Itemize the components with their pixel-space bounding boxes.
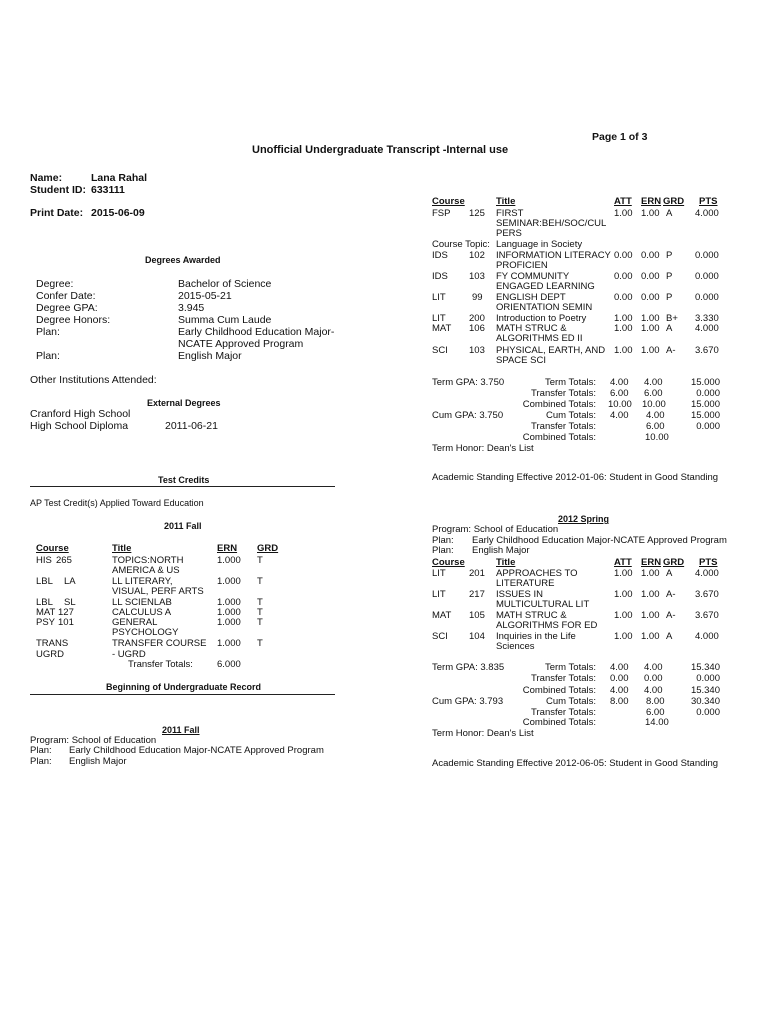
course-grd: T: [257, 555, 263, 566]
course-att: 1.00: [614, 610, 633, 621]
course-title-cont: SPACE SCI: [496, 355, 546, 366]
student-name: Lana Rahal: [91, 172, 148, 184]
totals-label: Combined Totals:: [522, 399, 596, 410]
totals-ern: 4.00: [644, 662, 663, 673]
course-title-cont: MULTICULTURAL LIT: [496, 599, 590, 610]
diploma-date: 2011-06-21: [165, 420, 218, 432]
col-header-grd: GRD: [257, 543, 279, 554]
course-att: 1.00: [614, 208, 633, 219]
course-att: 1.00: [614, 631, 633, 642]
col-header-title: Title: [112, 543, 132, 554]
term-heading: 2012 Spring: [558, 514, 610, 524]
col-header-att: ATT: [614, 196, 632, 207]
page-number: Page 1 of 3: [592, 131, 648, 143]
totals-att: 4.00: [610, 662, 629, 673]
totals-att: 0.00: [610, 673, 629, 684]
course-ern: 0.00: [641, 292, 660, 303]
term-gpa: Term GPA: 3.750: [432, 377, 505, 388]
course-att: 0.00: [614, 292, 633, 303]
course-number: 265: [56, 555, 72, 566]
totals-ern: 4.00: [644, 685, 663, 696]
course-title: ENGLISH DEPT: [496, 292, 566, 303]
course-title: FY COMMUNITY: [496, 271, 570, 282]
diploma-name: High School Diploma: [30, 420, 129, 432]
totals-pts: 15.000: [690, 377, 720, 388]
degree-honors-value: Summa Cum Laude: [178, 314, 272, 326]
course-number: SL: [64, 597, 76, 608]
totals-pts: 15.000: [690, 399, 720, 410]
plan-label: Plan:: [36, 326, 60, 338]
course-grd: P: [666, 271, 673, 282]
term-honor: Term Honor: Dean's List: [432, 728, 534, 739]
course-grd: A: [666, 568, 673, 579]
course-pts: 3.670: [695, 610, 719, 621]
course-pts: 4.000: [695, 208, 719, 219]
cum-gpa: Cum GPA: 3.750: [432, 410, 504, 421]
course-grd: T: [257, 576, 263, 587]
course-title-cont: Sciences: [496, 641, 535, 652]
course-number: 200: [469, 313, 485, 324]
course-subject: LBL: [36, 597, 53, 608]
plan-value: English Major: [472, 545, 530, 556]
degrees-heading: Degrees Awarded: [145, 255, 221, 265]
course-title: MATH STRUC &: [496, 323, 567, 334]
academic-standing: Academic Standing Effective 2012-01-06: Student in Good Standing: [432, 472, 719, 483]
course-ern: 1.000: [217, 597, 241, 608]
course-number: 99: [472, 292, 483, 303]
academic-standing: Academic Standing Effective 2012-06-05: Student in Good Standing: [432, 758, 719, 769]
program-line: Program: School of Education: [432, 524, 559, 535]
course-ern: 1.000: [217, 555, 241, 566]
course-title: TRANSFER COURSE: [112, 638, 207, 649]
course-number: 217: [469, 589, 485, 600]
course-number: 104: [469, 631, 485, 642]
degree-gpa-value: 3.945: [178, 302, 205, 314]
divider: [30, 694, 335, 695]
totals-label: Cum Totals:: [546, 696, 596, 707]
col-header-course: Course: [432, 196, 465, 207]
course-subject: TRANS: [36, 638, 69, 649]
col-header-grd: GRD: [663, 196, 685, 207]
document-title: Unofficial Undergraduate Transcript -Internal use: [252, 144, 509, 156]
col-header-ern: ERN: [217, 543, 238, 554]
course-title: APPROACHES TO: [496, 568, 578, 579]
course-grd: A: [666, 631, 673, 642]
course-number: 103: [469, 271, 485, 282]
course-subject: PSY: [36, 617, 56, 628]
course-ern: 1.00: [641, 208, 660, 219]
transfer-totals-value: 6.000: [217, 659, 241, 670]
course-title: Introduction to Poetry: [496, 313, 587, 324]
course-topic-label: Course Topic:: [432, 239, 490, 250]
course-grd: P: [666, 250, 673, 261]
totals-label: Transfer Totals:: [531, 421, 596, 432]
col-header-title: Title: [496, 196, 516, 207]
course-title-cont: - UGRD: [112, 649, 146, 660]
col-header-ern: ERN: [641, 196, 662, 207]
totals-label: Combined Totals:: [522, 717, 596, 728]
course-title: INFORMATION LITERACY: [496, 250, 611, 261]
course-grd: A-: [666, 589, 676, 600]
course-grd: T: [257, 607, 263, 618]
course-title-cont: PSYCHOLOGY: [112, 627, 179, 638]
print-date-label: Print Date:: [30, 207, 84, 219]
totals-pts: 15.340: [690, 662, 720, 673]
course-subject: IDS: [432, 271, 448, 282]
totals-pts: 0.000: [696, 707, 720, 718]
totals-ern: 6.00: [646, 421, 665, 432]
course-number: 102: [469, 250, 485, 261]
totals-pts: 30.340: [690, 696, 720, 707]
totals-att: 4.00: [610, 410, 629, 421]
course-title: LL SCIENLAB: [112, 597, 172, 608]
course-grd: A: [666, 208, 673, 219]
plan-label: Plan:: [30, 756, 52, 767]
course-ern: 1.00: [641, 631, 660, 642]
course-ern: 1.00: [641, 323, 660, 334]
plan-label: Plan:: [36, 350, 60, 362]
term-heading: 2011 Fall: [162, 725, 200, 735]
course-topic: Language in Society: [496, 239, 583, 250]
totals-ern: 10.00: [645, 432, 669, 443]
course-title-cont: ALGORITHMS ED II: [496, 333, 583, 344]
plan-label: Plan:: [432, 535, 454, 546]
course-att: 0.00: [614, 250, 633, 261]
totals-label: Cum Totals:: [546, 410, 596, 421]
course-ern: 1.00: [641, 610, 660, 621]
course-number: 127: [58, 607, 74, 618]
degree-honors-label: Degree Honors:: [36, 314, 111, 326]
course-number: 101: [58, 617, 74, 628]
term-honor: Term Honor: Dean's List: [432, 443, 534, 454]
course-subject: LBL: [36, 576, 53, 587]
course-ern: 1.00: [641, 313, 660, 324]
ug-record-heading: Beginning of Undergraduate Record: [106, 682, 262, 692]
course-grd: T: [257, 597, 263, 608]
course-title-cont: ORIENTATION SEMIN: [496, 302, 593, 313]
totals-label: Combined Totals:: [522, 685, 596, 696]
course-subject: FSP: [432, 208, 451, 219]
course-grd: P: [666, 292, 673, 303]
course-subject: SCI: [432, 345, 448, 356]
course-title: ISSUES IN: [496, 589, 543, 600]
plan-value: Early Childhood Education Major-: [178, 326, 335, 338]
totals-pts: 0.000: [696, 673, 720, 684]
course-title: LL LITERARY,: [112, 576, 173, 587]
course-grd: A-: [666, 610, 676, 621]
course-ern: 1.00: [641, 345, 660, 356]
course-title: TOPICS:NORTH: [112, 555, 184, 566]
course-subject: LIT: [432, 313, 446, 324]
course-subject: MAT: [432, 323, 452, 334]
totals-label: Transfer Totals:: [531, 388, 596, 399]
course-ern: 1.00: [641, 568, 660, 579]
degree-label: Degree:: [36, 278, 74, 290]
course-ern: 1.00: [641, 589, 660, 600]
course-pts: 4.000: [695, 568, 719, 579]
course-subject-cont: UGRD: [36, 649, 64, 660]
totals-ern: 6.00: [644, 388, 663, 399]
course-pts: 0.000: [695, 292, 719, 303]
course-ern: 1.000: [217, 617, 241, 628]
totals-label: Transfer Totals:: [531, 707, 596, 718]
totals-att: 4.00: [610, 685, 629, 696]
plan-value: Early Childhood Education Major-NCATE Approved Program: [69, 745, 324, 756]
totals-label: Combined Totals:: [522, 432, 596, 443]
totals-ern: 8.00: [646, 696, 665, 707]
course-ern: 1.000: [217, 638, 241, 649]
plan-value: Early Childhood Education Major-NCATE Approved Program: [472, 535, 727, 546]
totals-pts: 0.000: [696, 421, 720, 432]
course-number: 105: [469, 610, 485, 621]
course-ern: 0.00: [641, 250, 660, 261]
course-pts: 4.000: [695, 631, 719, 642]
totals-ern: 10.00: [642, 399, 666, 410]
course-pts: 3.330: [695, 313, 719, 324]
student-id-label: Student ID:: [30, 184, 86, 196]
course-pts: 4.000: [695, 323, 719, 334]
plan-label: Plan:: [432, 545, 454, 556]
course-ern: 1.000: [217, 576, 241, 587]
course-title-cont: AMERICA & US: [112, 565, 180, 576]
totals-label: Term Totals:: [544, 377, 596, 388]
term-gpa: Term GPA: 3.835: [432, 662, 505, 673]
course-number: 201: [469, 568, 485, 579]
course-att: 0.00: [614, 271, 633, 282]
course-grd: A: [666, 323, 673, 334]
totals-pts: 15.340: [690, 685, 720, 696]
totals-label: Transfer Totals:: [531, 673, 596, 684]
program-line: Program: School of Education: [30, 735, 157, 746]
name-label: Name:: [30, 172, 63, 184]
course-grd: T: [257, 638, 263, 649]
course-title-cont: ENGAGED LEARNING: [496, 281, 595, 292]
course-grd: T: [257, 617, 263, 628]
plan-label: Plan:: [30, 745, 52, 756]
course-subject: SCI: [432, 631, 448, 642]
test-credits-heading: Test Credits: [158, 475, 210, 485]
course-subject: MAT: [36, 607, 56, 618]
plan-value: English Major: [178, 350, 242, 362]
col-header-att: ATT: [614, 557, 632, 568]
course-number: 106: [469, 323, 485, 334]
totals-ern: 4.00: [646, 410, 665, 421]
course-grd: B+: [666, 313, 678, 324]
course-number: 125: [469, 208, 485, 219]
course-att: 1.00: [614, 313, 633, 324]
totals-pts: 0.000: [696, 388, 720, 399]
course-subject: LIT: [432, 589, 446, 600]
plan-value-cont: NCATE Approved Program: [178, 338, 304, 350]
totals-att: 6.00: [610, 388, 629, 399]
col-header-grd: GRD: [663, 557, 685, 568]
course-title: CALCULUS A: [112, 607, 172, 618]
course-subject: LIT: [432, 568, 446, 579]
external-degrees-heading: External Degrees: [147, 398, 221, 408]
confer-date-label: Confer Date:: [36, 290, 96, 302]
col-header-ern: ERN: [641, 557, 662, 568]
degree-value: Bachelor of Science: [178, 278, 272, 290]
course-title: FIRST: [496, 208, 524, 219]
course-att: 1.00: [614, 568, 633, 579]
cum-gpa: Cum GPA: 3.793: [432, 696, 504, 707]
totals-att: 10.00: [608, 399, 632, 410]
course-pts: 0.000: [695, 271, 719, 282]
course-pts: 3.670: [695, 589, 719, 600]
term-heading: 2011 Fall: [164, 521, 202, 531]
course-grd: A-: [666, 345, 676, 356]
col-header-pts: PTS: [699, 557, 718, 568]
course-subject: MAT: [432, 610, 452, 621]
course-number: LA: [64, 576, 76, 587]
course-title: GENERAL: [112, 617, 158, 628]
totals-ern: 4.00: [644, 377, 663, 388]
course-pts: 3.670: [695, 345, 719, 356]
course-att: 1.00: [614, 345, 633, 356]
totals-label: Term Totals:: [544, 662, 596, 673]
course-pts: 0.000: [695, 250, 719, 261]
ap-credit-line: AP Test Credit(s) Applied Toward Education: [30, 498, 204, 508]
course-subject: LIT: [432, 292, 446, 303]
course-number: 103: [469, 345, 485, 356]
course-title-cont: PERS: [496, 228, 522, 239]
course-ern: 0.00: [641, 271, 660, 282]
course-title: Inquiries in the Life: [496, 631, 576, 642]
other-institutions-label: Other Institutions Attended:: [30, 374, 157, 386]
totals-ern: 6.00: [646, 707, 665, 718]
totals-att: 8.00: [610, 696, 629, 707]
totals-ern: 14.00: [645, 717, 669, 728]
transfer-totals-label: Transfer Totals:: [128, 659, 193, 670]
col-header-pts: PTS: [699, 196, 718, 207]
course-ern: 1.000: [217, 607, 241, 618]
school-name: Cranford High School: [30, 408, 131, 420]
course-title-cont: LITERATURE: [496, 578, 555, 589]
totals-ern: 0.00: [644, 673, 663, 684]
course-att: 1.00: [614, 323, 633, 334]
course-title-cont: SEMINAR:BEH/SOC/CUL: [496, 218, 607, 229]
course-title-cont: VISUAL, PERF ARTS: [112, 586, 204, 597]
divider: [30, 486, 335, 487]
confer-date-value: 2015-05-21: [178, 290, 232, 302]
degree-gpa-label: Degree GPA:: [36, 302, 98, 314]
course-title: MATH STRUC &: [496, 610, 567, 621]
plan-value: English Major: [69, 756, 127, 767]
course-title-cont: PROFICIEN: [496, 260, 548, 271]
course-title: PHYSICAL, EARTH, AND: [496, 345, 606, 356]
col-header-course: Course: [36, 543, 69, 554]
course-subject: IDS: [432, 250, 448, 261]
col-header-course: Course: [432, 557, 465, 568]
student-id: 633111: [91, 184, 125, 196]
course-att: 1.00: [614, 589, 633, 600]
course-title-cont: ALGORITHMS FOR ED: [496, 620, 598, 631]
print-date: 2015-06-09: [91, 207, 145, 219]
course-subject: HIS: [36, 555, 52, 566]
col-header-title: Title: [496, 557, 516, 568]
totals-pts: 15.000: [690, 410, 720, 421]
totals-att: 4.00: [610, 377, 629, 388]
